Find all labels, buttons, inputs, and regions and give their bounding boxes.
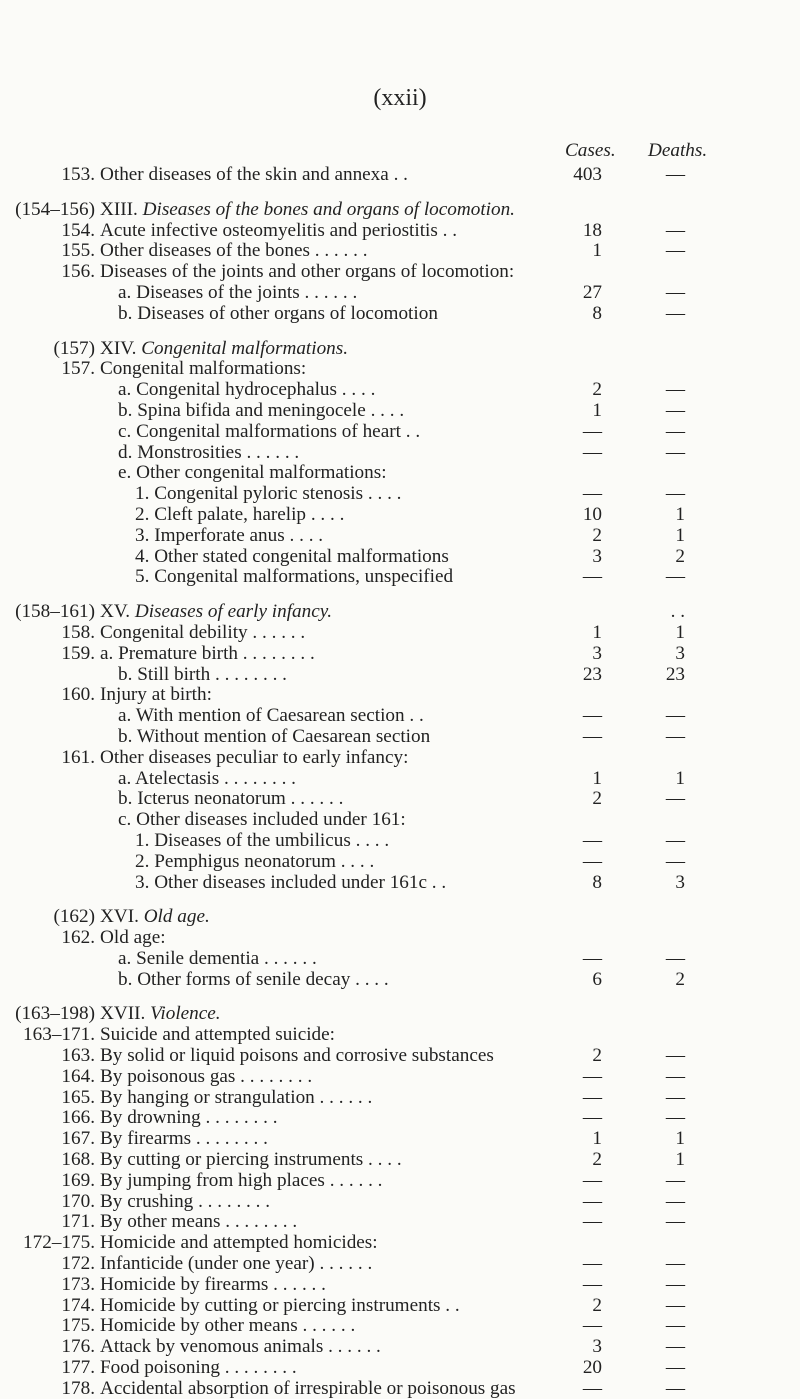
section-title: Diseases of the bones and organs of locomotion. [142, 198, 515, 220]
row-label: c. Other diseases included under 161: [118, 809, 406, 831]
cases-value: 8 [592, 871, 602, 893]
section-title: Violence. [150, 1003, 221, 1025]
table-row [0, 240, 800, 261]
row-number: 160. [61, 684, 95, 706]
row-number: 163–171. [23, 1024, 95, 1046]
row-label: Accidental absorption of irrespirable or poisonous gas [100, 1377, 516, 1399]
row-label: b. Still birth . . . . . . . . [118, 663, 287, 685]
row-number: (162) [53, 906, 95, 928]
cases-value: 1 [592, 240, 602, 262]
row-label: 1. Diseases of the umbilicus . . . . [135, 829, 390, 851]
deaths-value: 2 [675, 545, 685, 567]
deaths-value: 1 [675, 524, 685, 546]
cases-value: 2 [592, 524, 602, 546]
deaths-value: 23 [665, 663, 685, 685]
row-label: Homicide by other means . . . . . . [100, 1315, 356, 1337]
cases-value: — [582, 1065, 602, 1087]
cases-value: — [582, 1190, 602, 1212]
deaths-value: — [665, 1169, 685, 1191]
row-label: d. Monstrosities . . . . . . [118, 441, 300, 463]
row-label: Old age: [100, 927, 166, 949]
row-label: a. Premature birth . . . . . . . . [100, 642, 315, 664]
row-label: Homicide and attempted homicides: [100, 1232, 378, 1254]
row-number: (157) [53, 337, 95, 359]
row-number: (154–156) [15, 198, 95, 220]
cases-value: — [582, 1086, 602, 1108]
row-label: Other diseases peculiar to early infancy: [100, 746, 409, 768]
row-label: Homicide by firearms . . . . . . [100, 1273, 326, 1295]
row-label: a. Senile dementia . . . . . . [118, 947, 317, 969]
deaths-value: — [665, 1190, 685, 1212]
deaths-value: — [665, 1294, 685, 1316]
row-label: e. Other congenital malformations: [118, 462, 387, 484]
deaths-value: — [665, 1211, 685, 1233]
deaths-value: 2 [675, 968, 685, 990]
row-label: b. Spina bifida and meningocele . . . . [118, 399, 405, 421]
page-number: (xxii) [373, 85, 427, 111]
table-row [0, 442, 800, 463]
row-label: Suicide and attempted suicide: [100, 1024, 335, 1046]
row-number: (163–198) [15, 1003, 95, 1025]
section-heading-row [0, 1003, 800, 1024]
row-label: By solid or liquid poisons and corrosive substances [100, 1045, 494, 1067]
deaths-value: — [665, 281, 685, 303]
cases-value: — [582, 441, 602, 463]
deaths-value: — [665, 1336, 685, 1358]
table-row [0, 1253, 800, 1274]
row-number: 173. [61, 1273, 95, 1295]
table-row [0, 643, 800, 664]
cases-value: — [582, 1169, 602, 1191]
row-label: Congenital debility . . . . . . [100, 621, 306, 643]
row-number: 158. [61, 621, 95, 643]
row-label: 2. Pemphigus neonatorum . . . . [135, 850, 375, 872]
row-number: 168. [61, 1149, 95, 1171]
row-label: a. Atelectasis . . . . . . . . [118, 767, 296, 789]
row-label: b. Without mention of Caesarean section [118, 725, 431, 747]
deaths-value: — [665, 1357, 685, 1379]
deaths-value: — [665, 1086, 685, 1108]
row-label: 5. Congenital malformations, unspecified [135, 566, 454, 588]
section-numeral: XVI. [100, 906, 139, 928]
table-row [0, 164, 800, 185]
deaths-value: 1 [675, 621, 685, 643]
table-row [0, 788, 800, 809]
row-label: Attack by venomous animals . . . . . . [100, 1336, 381, 1358]
row-label: Injury at birth: [100, 684, 212, 706]
row-number: 163. [61, 1045, 95, 1067]
deaths-value: — [665, 164, 685, 185]
table-row [0, 483, 800, 504]
deaths-value: — [665, 1045, 685, 1067]
row-number: 167. [61, 1128, 95, 1150]
table-row [0, 622, 800, 643]
row-number: 159. [61, 642, 95, 664]
table-row [0, 1087, 800, 1108]
table-row [0, 1211, 800, 1232]
table-row [0, 1232, 800, 1253]
row-label [100, 601, 332, 622]
row-number: 154. [61, 219, 95, 241]
row-label: By poisonous gas . . . . . . . . [100, 1065, 313, 1087]
section-heading-row [0, 199, 800, 220]
cases-value: 403 [573, 164, 602, 185]
row-label: a. With mention of Caesarean section . . [118, 705, 424, 727]
table-row [0, 566, 800, 587]
row-number: 177. [61, 1357, 95, 1379]
deaths-value: — [665, 705, 685, 727]
deaths-value: — [665, 725, 685, 747]
deaths-value: 1 [675, 767, 685, 789]
row-label: Congenital malformations: [100, 358, 307, 380]
row-label [100, 906, 210, 927]
cases-value: 1 [592, 767, 602, 789]
deaths-value: — [665, 788, 685, 810]
section-title: Old age. [143, 906, 210, 928]
row-label: b. Icterus neonatorum . . . . . . [118, 788, 344, 810]
cases-value: — [582, 705, 602, 727]
deaths-value: — [665, 850, 685, 872]
row-number: 175. [61, 1315, 95, 1337]
row-number: 153. [61, 164, 95, 185]
table-row [0, 747, 800, 768]
table-row [0, 1149, 800, 1170]
cases-value: — [582, 1315, 602, 1337]
table-row [0, 358, 800, 379]
deaths-value: — [665, 379, 685, 401]
table-row [0, 379, 800, 400]
table-row [0, 303, 800, 324]
table-row [0, 504, 800, 525]
deaths-value: — [665, 1273, 685, 1295]
section-numeral: XIII. [100, 198, 138, 220]
cases-value: 3 [592, 545, 602, 567]
row-number: 174. [61, 1294, 95, 1316]
table-row [0, 705, 800, 726]
section-numeral: XVII. [100, 1003, 146, 1025]
cases-value: — [582, 829, 602, 851]
deaths-value: — [665, 566, 685, 588]
cases-value: 1 [592, 621, 602, 643]
table-row [0, 1274, 800, 1295]
row-label: By jumping from high places . . . . . . [100, 1169, 383, 1191]
table-row [0, 1170, 800, 1191]
row-label: Homicide by cutting or piercing instruments . . [100, 1294, 460, 1316]
table-row [0, 462, 800, 483]
cases-value: 3 [592, 642, 602, 664]
table-row [0, 1191, 800, 1212]
deaths-value: — [665, 483, 685, 505]
cases-value: 2 [592, 1294, 602, 1316]
deaths-value: 1 [675, 503, 685, 525]
deaths-value: — [665, 399, 685, 421]
row-label: a. Congenital hydrocephalus . . . . [118, 379, 376, 401]
row-number: 178. [61, 1377, 95, 1399]
cases-value: 2 [592, 1149, 602, 1171]
row-label: By firearms . . . . . . . . [100, 1128, 268, 1150]
table-row [0, 282, 800, 303]
deaths-value: — [665, 420, 685, 442]
cases-header: Cases. [565, 140, 616, 161]
cases-value: — [582, 1211, 602, 1233]
cases-value: — [582, 1377, 602, 1399]
row-label: a. Diseases of the joints . . . . . . [118, 281, 358, 303]
table-row [0, 948, 800, 969]
table-row [0, 872, 800, 893]
row-number: 166. [61, 1107, 95, 1129]
row-number: 157. [61, 358, 95, 380]
cases-value: 18 [582, 219, 602, 241]
row-label: 1. Congenital pyloric stenosis . . . . [135, 483, 402, 505]
cases-value: 1 [592, 1128, 602, 1150]
row-label: Diseases of the joints and other organs of locomotion: [100, 261, 515, 283]
row-number: 172. [61, 1253, 95, 1275]
cases-value: — [582, 420, 602, 442]
section-title: Diseases of early infancy. [134, 601, 333, 623]
row-label [100, 338, 348, 359]
deaths-value: — [665, 302, 685, 324]
table-row [0, 421, 800, 442]
row-number: 162. [61, 927, 95, 949]
table-row [0, 969, 800, 990]
table-row [0, 1378, 800, 1399]
deaths-value: — [665, 441, 685, 463]
table-row [0, 1045, 800, 1066]
cases-value: 2 [592, 379, 602, 401]
table-row [0, 684, 800, 705]
table-row [0, 1024, 800, 1045]
cases-value: — [582, 1273, 602, 1295]
deaths-value: — [665, 1253, 685, 1275]
row-label: Infanticide (under one year) . . . . . . [100, 1253, 373, 1275]
row-label: Food poisoning . . . . . . . . [100, 1357, 297, 1379]
cases-value: — [582, 947, 602, 969]
section-title: Congenital malformations. [141, 337, 349, 359]
deaths-value: — [665, 1107, 685, 1129]
table-row [0, 1315, 800, 1336]
row-number: 161. [61, 746, 95, 768]
deaths-value: 1 [675, 1128, 685, 1150]
row-label: b. Other forms of senile decay . . . . [118, 968, 389, 990]
section-numeral: XIV. [100, 337, 137, 359]
row-number: 156. [61, 261, 95, 283]
row-label: By drowning . . . . . . . . [100, 1107, 278, 1129]
table-row [0, 261, 800, 282]
cases-value: 8 [592, 302, 602, 324]
deaths-value: — [665, 829, 685, 851]
column-headers [0, 140, 800, 162]
table-row [0, 1357, 800, 1378]
deaths-value: 3 [675, 871, 685, 893]
row-label: 3. Imperforate anus . . . . [135, 524, 324, 546]
deaths-value: 1 [675, 1149, 685, 1171]
row-label: By crushing . . . . . . . . [100, 1190, 271, 1212]
table-row [0, 1295, 800, 1316]
row-label: 3. Other diseases included under 161c . . [135, 871, 447, 893]
deaths-header: Deaths. [648, 140, 708, 161]
cases-value: 20 [582, 1357, 602, 1379]
deaths-value: — [665, 219, 685, 241]
table-row [0, 400, 800, 421]
statistics-table [0, 164, 800, 1399]
table-row [0, 220, 800, 241]
row-label: Other diseases of the skin and annexa . . [100, 164, 408, 185]
row-number: 170. [61, 1190, 95, 1212]
table-row [0, 664, 800, 685]
table-row [0, 1128, 800, 1149]
deaths-value: — [665, 1315, 685, 1337]
cases-value: — [582, 1107, 602, 1129]
table-row [0, 525, 800, 546]
cases-value: 1 [592, 399, 602, 421]
section-heading-row [0, 601, 800, 622]
cases-value: 23 [582, 663, 602, 685]
row-number: 172–175. [23, 1232, 95, 1254]
cases-value: — [582, 483, 602, 505]
table-row [0, 851, 800, 872]
cases-value: — [582, 725, 602, 747]
table-row [0, 927, 800, 948]
row-number: 155. [61, 240, 95, 262]
table-row [0, 768, 800, 789]
deaths-value: 3 [675, 642, 685, 664]
cases-value: — [582, 566, 602, 588]
deaths-value: . . [670, 601, 685, 623]
section-heading-row [0, 338, 800, 359]
cases-value: 3 [592, 1336, 602, 1358]
cases-value: 2 [592, 1045, 602, 1067]
row-number: 164. [61, 1065, 95, 1087]
cases-value: 10 [582, 503, 602, 525]
cases-value: — [582, 1253, 602, 1275]
cases-value: — [582, 850, 602, 872]
row-label: c. Congenital malformations of heart . . [118, 420, 421, 442]
cases-value: 27 [582, 281, 602, 303]
table-row [0, 830, 800, 851]
section-heading-row [0, 906, 800, 927]
deaths-value: — [665, 1377, 685, 1399]
row-number: 171. [61, 1211, 95, 1233]
row-label: 4. Other stated congenital malformations [135, 545, 449, 567]
row-label: b. Diseases of other organs of locomotion [118, 302, 438, 324]
deaths-value: — [665, 947, 685, 969]
row-number: (158–161) [15, 601, 95, 623]
row-label [100, 199, 515, 220]
section-numeral: XV. [100, 601, 131, 623]
row-label: By other means . . . . . . . . [100, 1211, 298, 1233]
row-label: 2. Cleft palate, harelip . . . . [135, 503, 345, 525]
row-label: Other diseases of the bones . . . . . . [100, 240, 368, 262]
table-row [0, 1336, 800, 1357]
cases-value: 2 [592, 788, 602, 810]
row-number: 169. [61, 1169, 95, 1191]
deaths-value: — [665, 240, 685, 262]
table-row [0, 1107, 800, 1128]
deaths-value: — [665, 1065, 685, 1087]
table-row [0, 546, 800, 567]
row-label: By cutting or piercing instruments . . . . [100, 1149, 402, 1171]
row-label: Acute infective osteomyelitis and periostitis . . [100, 219, 458, 241]
row-number: 176. [61, 1336, 95, 1358]
table-row [0, 726, 800, 747]
row-label [100, 1003, 221, 1024]
row-label: By hanging or strangulation . . . . . . [100, 1086, 373, 1108]
table-row [0, 809, 800, 830]
table-row [0, 1066, 800, 1087]
cases-value: 6 [592, 968, 602, 990]
row-number: 165. [61, 1086, 95, 1108]
